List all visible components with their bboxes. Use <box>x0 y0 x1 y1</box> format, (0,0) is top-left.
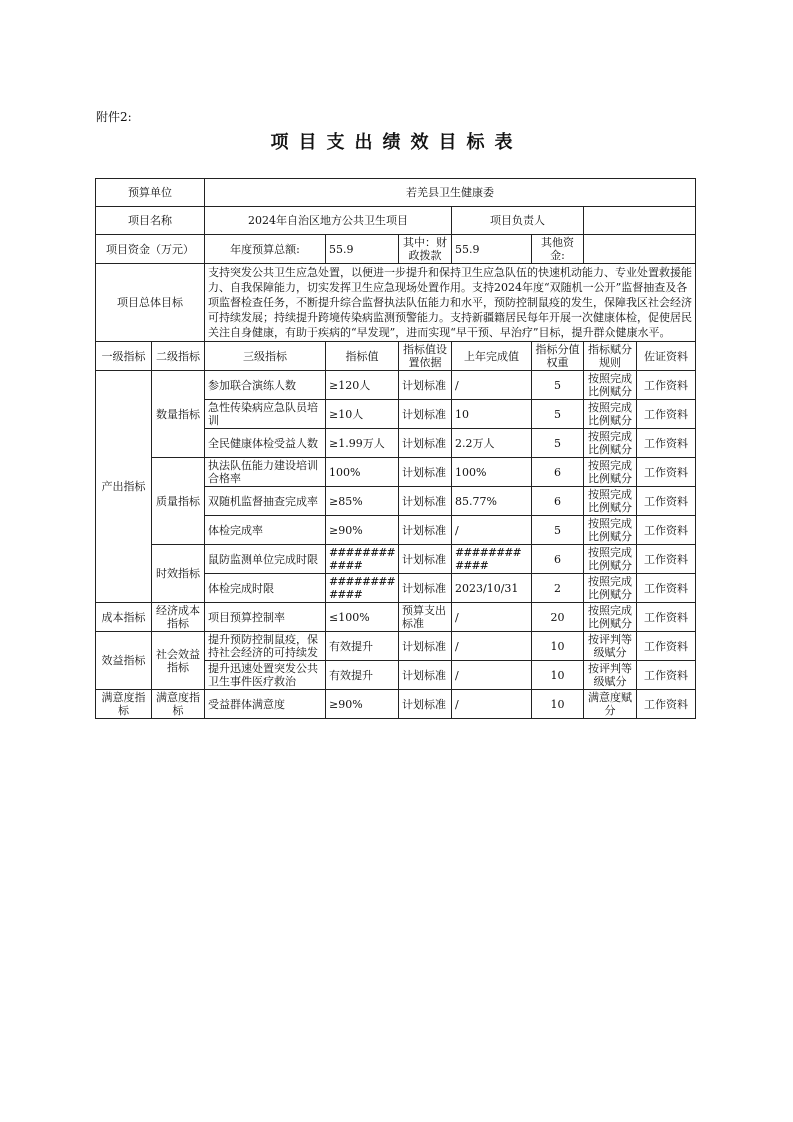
group-quality: 质量指标 <box>152 458 205 545</box>
indicator-last-year: / <box>452 371 532 400</box>
indicator-last-year: 85.77% <box>452 487 532 516</box>
indicator-rule: 按照完成比例赋分 <box>584 516 637 545</box>
indicator-basis: 计划标准 <box>399 690 452 719</box>
indicator-evidence: 工作资料 <box>637 458 696 487</box>
indicator-name: 受益群体满意度 <box>205 690 326 719</box>
indicator-weight: 6 <box>532 487 584 516</box>
indicator-weight: 5 <box>532 516 584 545</box>
row-overall-goal <box>96 264 696 342</box>
indicator-name: 参加联合演练人数 <box>205 371 326 400</box>
overall-goal-label: 项目总体目标 <box>96 264 205 342</box>
indicator-rule: 按照完成比例赋分 <box>584 371 637 400</box>
col-header-evidence: 佐证资料 <box>637 342 696 371</box>
row-project-funds <box>96 235 696 264</box>
annual-budget-label: 年度预算总额: <box>205 235 326 264</box>
group-economic-cost: 经济成本指标 <box>152 603 205 632</box>
group-output: 产出指标 <box>96 371 152 603</box>
group-timeliness: 时效指标 <box>152 545 205 603</box>
indicator-header-row <box>96 342 696 371</box>
indicator-name: 全民健康体检受益人数 <box>205 429 326 458</box>
indicator-last-year: ############ <box>452 545 532 574</box>
col-header-rule: 指标赋分规则 <box>584 342 637 371</box>
indicator-evidence: 工作资料 <box>637 429 696 458</box>
indicator-rule: 按照完成比例赋分 <box>584 603 637 632</box>
indicator-weight: 10 <box>532 661 584 690</box>
indicator-weight: 6 <box>532 545 584 574</box>
indicator-rule: 按评判等级赋分 <box>584 661 637 690</box>
indicator-basis: 计划标准 <box>399 400 452 429</box>
indicator-rule: 按照完成比例赋分 <box>584 400 637 429</box>
indicator-weight: 5 <box>532 371 584 400</box>
indicator-last-year: / <box>452 690 532 719</box>
table-row <box>96 603 696 632</box>
group-benefit: 效益指标 <box>96 632 152 690</box>
indicator-value: 100% <box>326 458 399 487</box>
annual-budget-value: 55.9 <box>326 235 399 264</box>
col-header-value: 指标值 <box>326 342 399 371</box>
indicator-basis: 计划标准 <box>399 661 452 690</box>
indicator-value: ≥1.99万人 <box>326 429 399 458</box>
indicator-value: ≥90% <box>326 690 399 719</box>
indicator-value: ≤100% <box>326 603 399 632</box>
indicator-evidence: 工作资料 <box>637 661 696 690</box>
indicator-name: 提升预防控制鼠疫，保持社会经济的可持续发 <box>205 632 326 661</box>
indicator-evidence: 工作资料 <box>637 690 696 719</box>
project-funds-label: 项目资金（万元） <box>96 235 205 264</box>
indicator-evidence: 工作资料 <box>637 371 696 400</box>
indicator-name: 提升迅速处置突发公共卫生事件医疗救治 <box>205 661 326 690</box>
col-header-weight: 指标分值权重 <box>532 342 584 371</box>
project-name-value: 2024年自治区地方公共卫生项目 <box>205 207 452 235</box>
project-owner-label: 项目负责人 <box>452 207 584 235</box>
attachment-label: 附件2: <box>96 110 132 124</box>
table-row <box>96 545 696 574</box>
indicator-last-year: 2023/10/31 <box>452 574 532 603</box>
indicator-basis: 计划标准 <box>399 458 452 487</box>
col-header-last-year: 上年完成值 <box>452 342 532 371</box>
indicator-name: 项目预算控制率 <box>205 603 326 632</box>
indicator-name: 急性传染病应急队员培训 <box>205 400 326 429</box>
budget-unit-label: 预算单位 <box>96 179 205 207</box>
indicator-value: ############ <box>326 574 399 603</box>
indicator-rule: 按照完成比例赋分 <box>584 458 637 487</box>
indicator-name: 体检完成率 <box>205 516 326 545</box>
indicator-rule: 按照完成比例赋分 <box>584 545 637 574</box>
col-header-basis: 指标值设置依据 <box>399 342 452 371</box>
group-satisfaction-sub: 满意度指标 <box>152 690 205 719</box>
indicator-last-year: / <box>452 661 532 690</box>
indicator-name: 双随机监督抽查完成率 <box>205 487 326 516</box>
indicator-evidence: 工作资料 <box>637 516 696 545</box>
indicator-value: 有效提升 <box>326 661 399 690</box>
indicator-value: ≥10人 <box>326 400 399 429</box>
table-row <box>96 690 696 719</box>
table-row <box>96 371 696 400</box>
indicator-name: 体检完成时限 <box>205 574 326 603</box>
indicator-weight: 20 <box>532 603 584 632</box>
indicator-basis: 计划标准 <box>399 632 452 661</box>
indicator-last-year: / <box>452 603 532 632</box>
group-cost: 成本指标 <box>96 603 152 632</box>
indicator-rule: 按照完成比例赋分 <box>584 574 637 603</box>
indicator-rule: 按评判等级赋分 <box>584 632 637 661</box>
indicator-evidence: 工作资料 <box>637 574 696 603</box>
indicator-evidence: 工作资料 <box>637 487 696 516</box>
indicator-basis: 计划标准 <box>399 516 452 545</box>
row-project-name <box>96 207 696 235</box>
overall-goal-text: 支持突发公共卫生应急处置，以便进一步提升和保持卫生应急队伍的快速机动能力、专业处置救援能力、自我保障能力，切实发挥卫生应急现场处置作用。支持2024年度“双随机一公开”监督抽查及各项监督检查任务，不断提升综合监督执法队伍能力和水平，预防控制鼠疫的发生，保障我区社会经济可持续发展；持续提升跨境传染病监测预警能力。支持新疆籍居民每年开展一次健康体检，促使居民关注自身健康，有助于疾病的“早发现”，进而实现“早干预、早治疗”目标，提升群众健康水平。 <box>205 264 696 342</box>
fiscal-allocation-label: 其中：财政拨款 <box>399 235 452 264</box>
indicator-last-year: 10 <box>452 400 532 429</box>
indicator-evidence: 工作资料 <box>637 400 696 429</box>
indicator-last-year: / <box>452 516 532 545</box>
indicator-last-year: 2.2万人 <box>452 429 532 458</box>
table-row <box>96 458 696 487</box>
indicator-weight: 2 <box>532 574 584 603</box>
indicator-name: 鼠防监测单位完成时限 <box>205 545 326 574</box>
col-header-level2: 二级指标 <box>152 342 205 371</box>
group-satisfaction: 满意度指标 <box>96 690 152 719</box>
group-quantity: 数量指标 <box>152 371 205 458</box>
indicator-rule: 按照完成比例赋分 <box>584 429 637 458</box>
indicator-basis: 预算支出标准 <box>399 603 452 632</box>
indicator-weight: 5 <box>532 429 584 458</box>
row-budget-unit <box>96 179 696 207</box>
col-header-level3: 三级指标 <box>205 342 326 371</box>
indicator-basis: 计划标准 <box>399 574 452 603</box>
indicator-evidence: 工作资料 <box>637 545 696 574</box>
indicator-evidence: 工作资料 <box>637 632 696 661</box>
other-funds-value <box>584 235 696 264</box>
indicator-basis: 计划标准 <box>399 487 452 516</box>
indicator-rule: 满意度赋分 <box>584 690 637 719</box>
indicator-last-year: / <box>452 632 532 661</box>
indicator-value: ############ <box>326 545 399 574</box>
project-name-label: 项目名称 <box>96 207 205 235</box>
indicator-weight: 10 <box>532 632 584 661</box>
indicator-basis: 计划标准 <box>399 545 452 574</box>
indicator-basis: 计划标准 <box>399 429 452 458</box>
indicator-value: ≥120人 <box>326 371 399 400</box>
indicator-name: 执法队伍能力建设培训合格率 <box>205 458 326 487</box>
col-header-level1: 一级指标 <box>96 342 152 371</box>
indicator-rule: 按照完成比例赋分 <box>584 487 637 516</box>
budget-unit-value: 若羌县卫生健康委 <box>205 179 696 207</box>
page-title: 项目支出绩效目标表 <box>270 132 523 153</box>
indicator-weight: 6 <box>532 458 584 487</box>
indicator-value: ≥85% <box>326 487 399 516</box>
fiscal-allocation-value: 55.9 <box>452 235 532 264</box>
indicator-evidence: 工作资料 <box>637 603 696 632</box>
indicator-weight: 5 <box>532 400 584 429</box>
indicator-weight: 10 <box>532 690 584 719</box>
indicator-basis: 计划标准 <box>399 371 452 400</box>
group-social-benefit: 社会效益指标 <box>152 632 205 690</box>
table-row <box>96 632 696 661</box>
indicator-value: ≥90% <box>326 516 399 545</box>
other-funds-label: 其他资金: <box>532 235 584 264</box>
indicator-value: 有效提升 <box>326 632 399 661</box>
performance-target-table <box>95 178 696 719</box>
indicator-last-year: 100% <box>452 458 532 487</box>
project-owner-value <box>584 207 696 235</box>
